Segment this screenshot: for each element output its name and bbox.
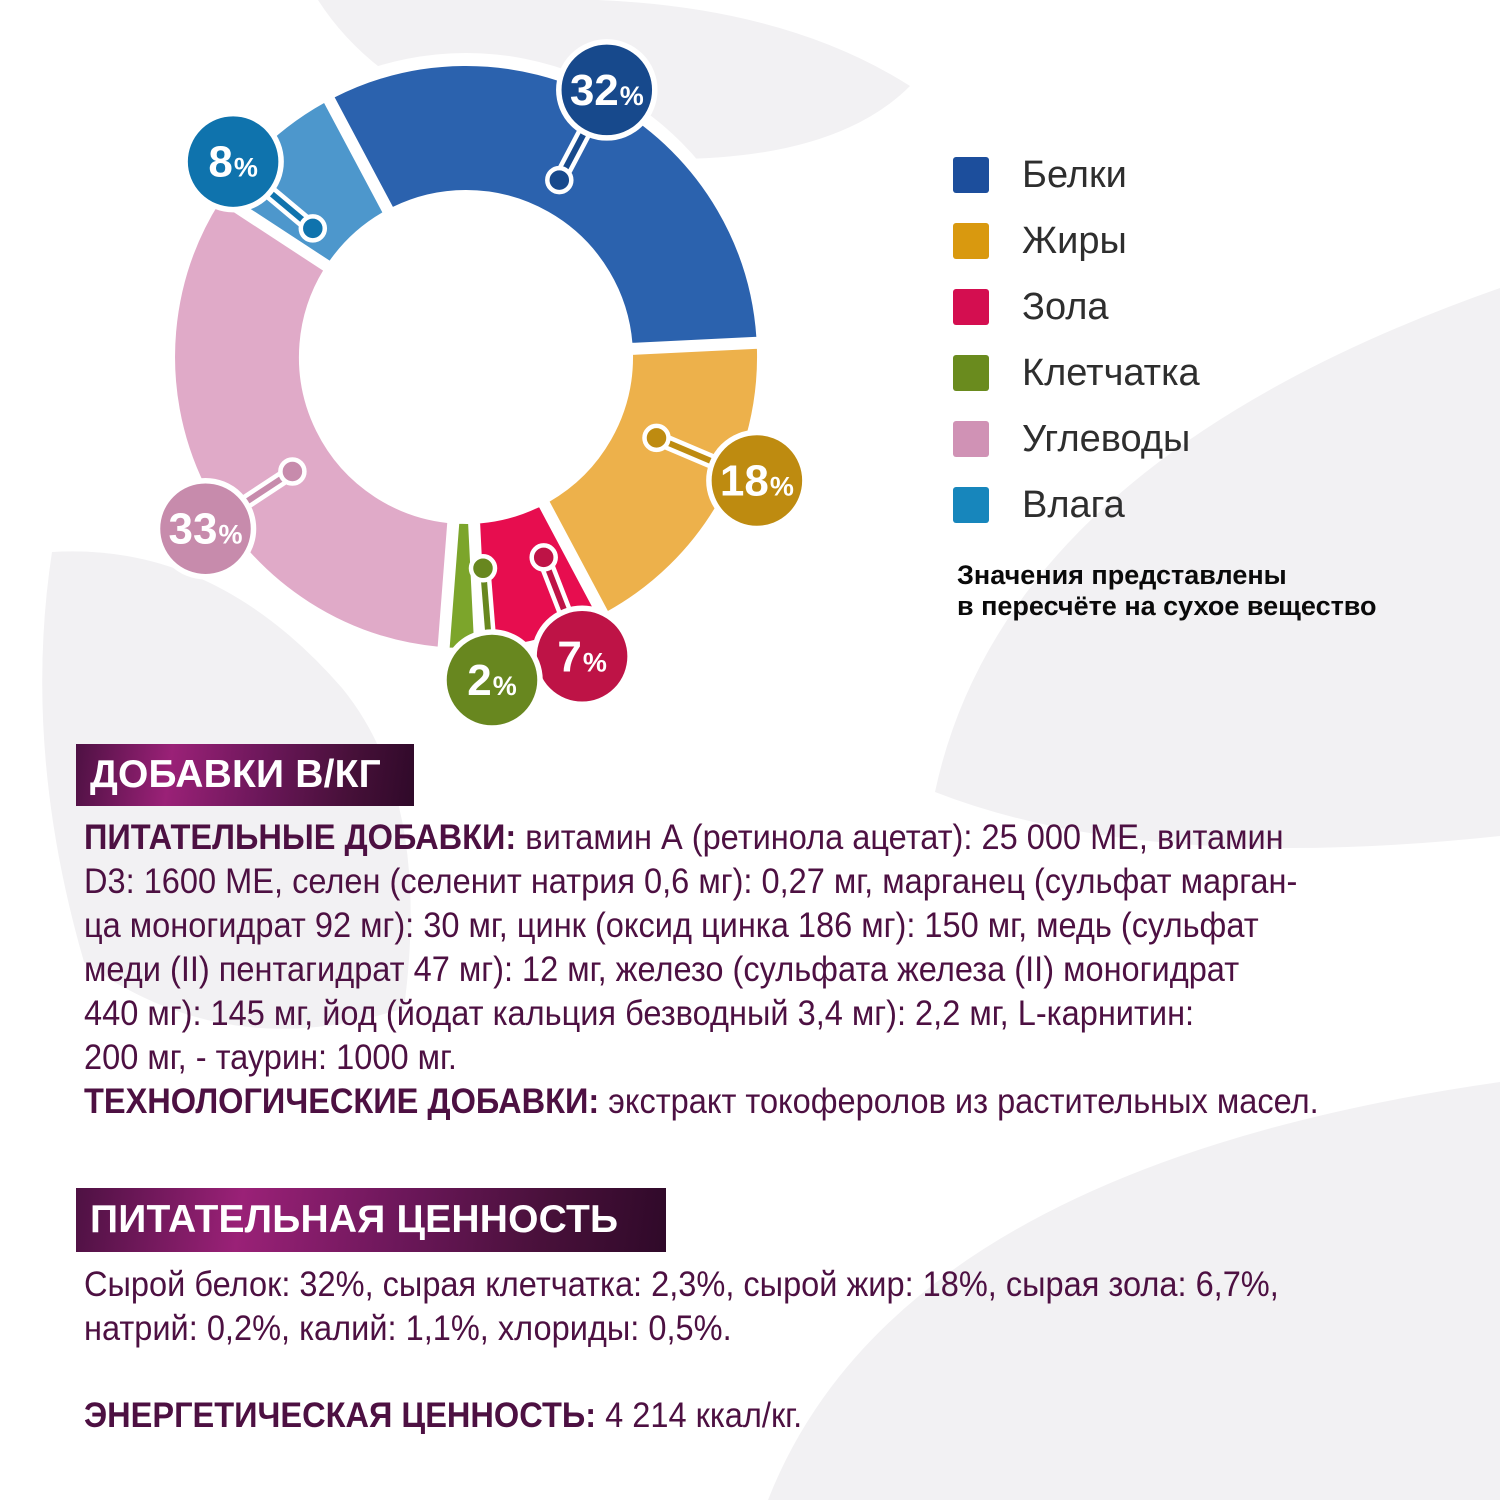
dry-matter-note-line: Значения представлены	[957, 560, 1287, 590]
callout-percent-label: 18%	[719, 456, 794, 506]
legend-label: Зола	[1022, 286, 1109, 328]
legend-swatch-icon	[953, 487, 989, 523]
nutrition-paragraph	[84, 1263, 1369, 1351]
text-line: ца моногидрат 92 мг): 30 мг, цинк (оксид цинка 186 мг): 150 мг, медь (сульфат	[84, 906, 1259, 945]
text-line: ТЕХНОЛОГИЧЕСКИЕ ДОБАВКИ: экстракт токоферолов из растительных масел.	[84, 1082, 1319, 1121]
energy-value: 4 214 ккал/кг.	[596, 1396, 803, 1435]
text-line: меди (II) пентагидрат 47 мг): 12 мг, железо (сульфата железа (II) моногидрат	[84, 950, 1240, 989]
nutrition-section-header	[76, 1188, 666, 1252]
legend-item	[953, 220, 1200, 262]
legend-label: Углеводы	[1022, 418, 1191, 460]
nutrition-header-label: ПИТАТЕЛЬНАЯ ЦЕННОСТЬ	[90, 1198, 619, 1241]
additives-header-label: ДОБАВКИ В/КГ	[90, 753, 381, 796]
legend-swatch-icon	[953, 421, 989, 457]
legend-swatch-icon	[953, 157, 989, 193]
text-line: натрий: 0,2%, калий: 1,1%, хлориды: 0,5%.	[84, 1309, 732, 1348]
text-line: D3: 1600 МЕ, селен (селенит натрия 0,6 мг): 0,27 мг, марганец (сульфат марган-	[84, 862, 1298, 901]
callout-dot	[645, 426, 669, 450]
text-line: 200 мг, - таурин: 1000 мг.	[84, 1038, 457, 1077]
energy-label: ЭНЕРГЕТИЧЕСКАЯ ЦЕННОСТЬ:	[84, 1396, 597, 1435]
legend-label: Клетчатка	[1022, 352, 1200, 394]
callout-percent-label: 33%	[168, 504, 243, 554]
callout-dot	[471, 556, 495, 580]
callout-percent-label: 8%	[208, 137, 258, 187]
legend-label: Влага	[1022, 484, 1125, 526]
text-line: ПИТАТЕЛЬНЫЕ ДОБАВКИ: витамин А (ретинола ацетат): 25 000 МЕ, витамин	[84, 818, 1284, 857]
legend-swatch-icon	[953, 355, 989, 391]
callout-percent-label: 7%	[557, 632, 607, 682]
legend	[953, 154, 1200, 553]
callout-dot	[280, 460, 304, 484]
callout-percent-label: 2%	[467, 656, 517, 705]
additives-paragraph	[84, 816, 1412, 1124]
text-line: 440 мг): 145 мг, йод (йодат кальция безводный 3,4 мг): 2,2 мг, L-карнитин:	[84, 994, 1195, 1033]
energy-value-line	[84, 1394, 856, 1438]
legend-item	[953, 352, 1200, 394]
legend-item	[953, 286, 1200, 328]
callout-percent-label: 32%	[569, 65, 644, 115]
additives-section-header	[76, 744, 414, 806]
legend-item	[953, 484, 1200, 526]
dry-matter-note	[957, 560, 1377, 622]
legend-swatch-icon	[953, 289, 989, 325]
callout-dot	[301, 216, 325, 240]
callout-dot	[547, 168, 571, 192]
legend-item	[953, 418, 1200, 460]
legend-label: Белки	[1022, 154, 1127, 196]
dry-matter-note-line: в пересчёте на сухое вещество	[957, 591, 1377, 621]
legend-item	[953, 154, 1200, 196]
legend-swatch-icon	[953, 223, 989, 259]
text-line: Сырой белок: 32%, сырая клетчатка: 2,3%, сырой жир: 18%, сырая зола: 6,7%,	[84, 1265, 1279, 1304]
energy-line	[84, 1394, 802, 1438]
callout-dot	[532, 545, 556, 569]
legend-label: Жиры	[1022, 220, 1127, 262]
